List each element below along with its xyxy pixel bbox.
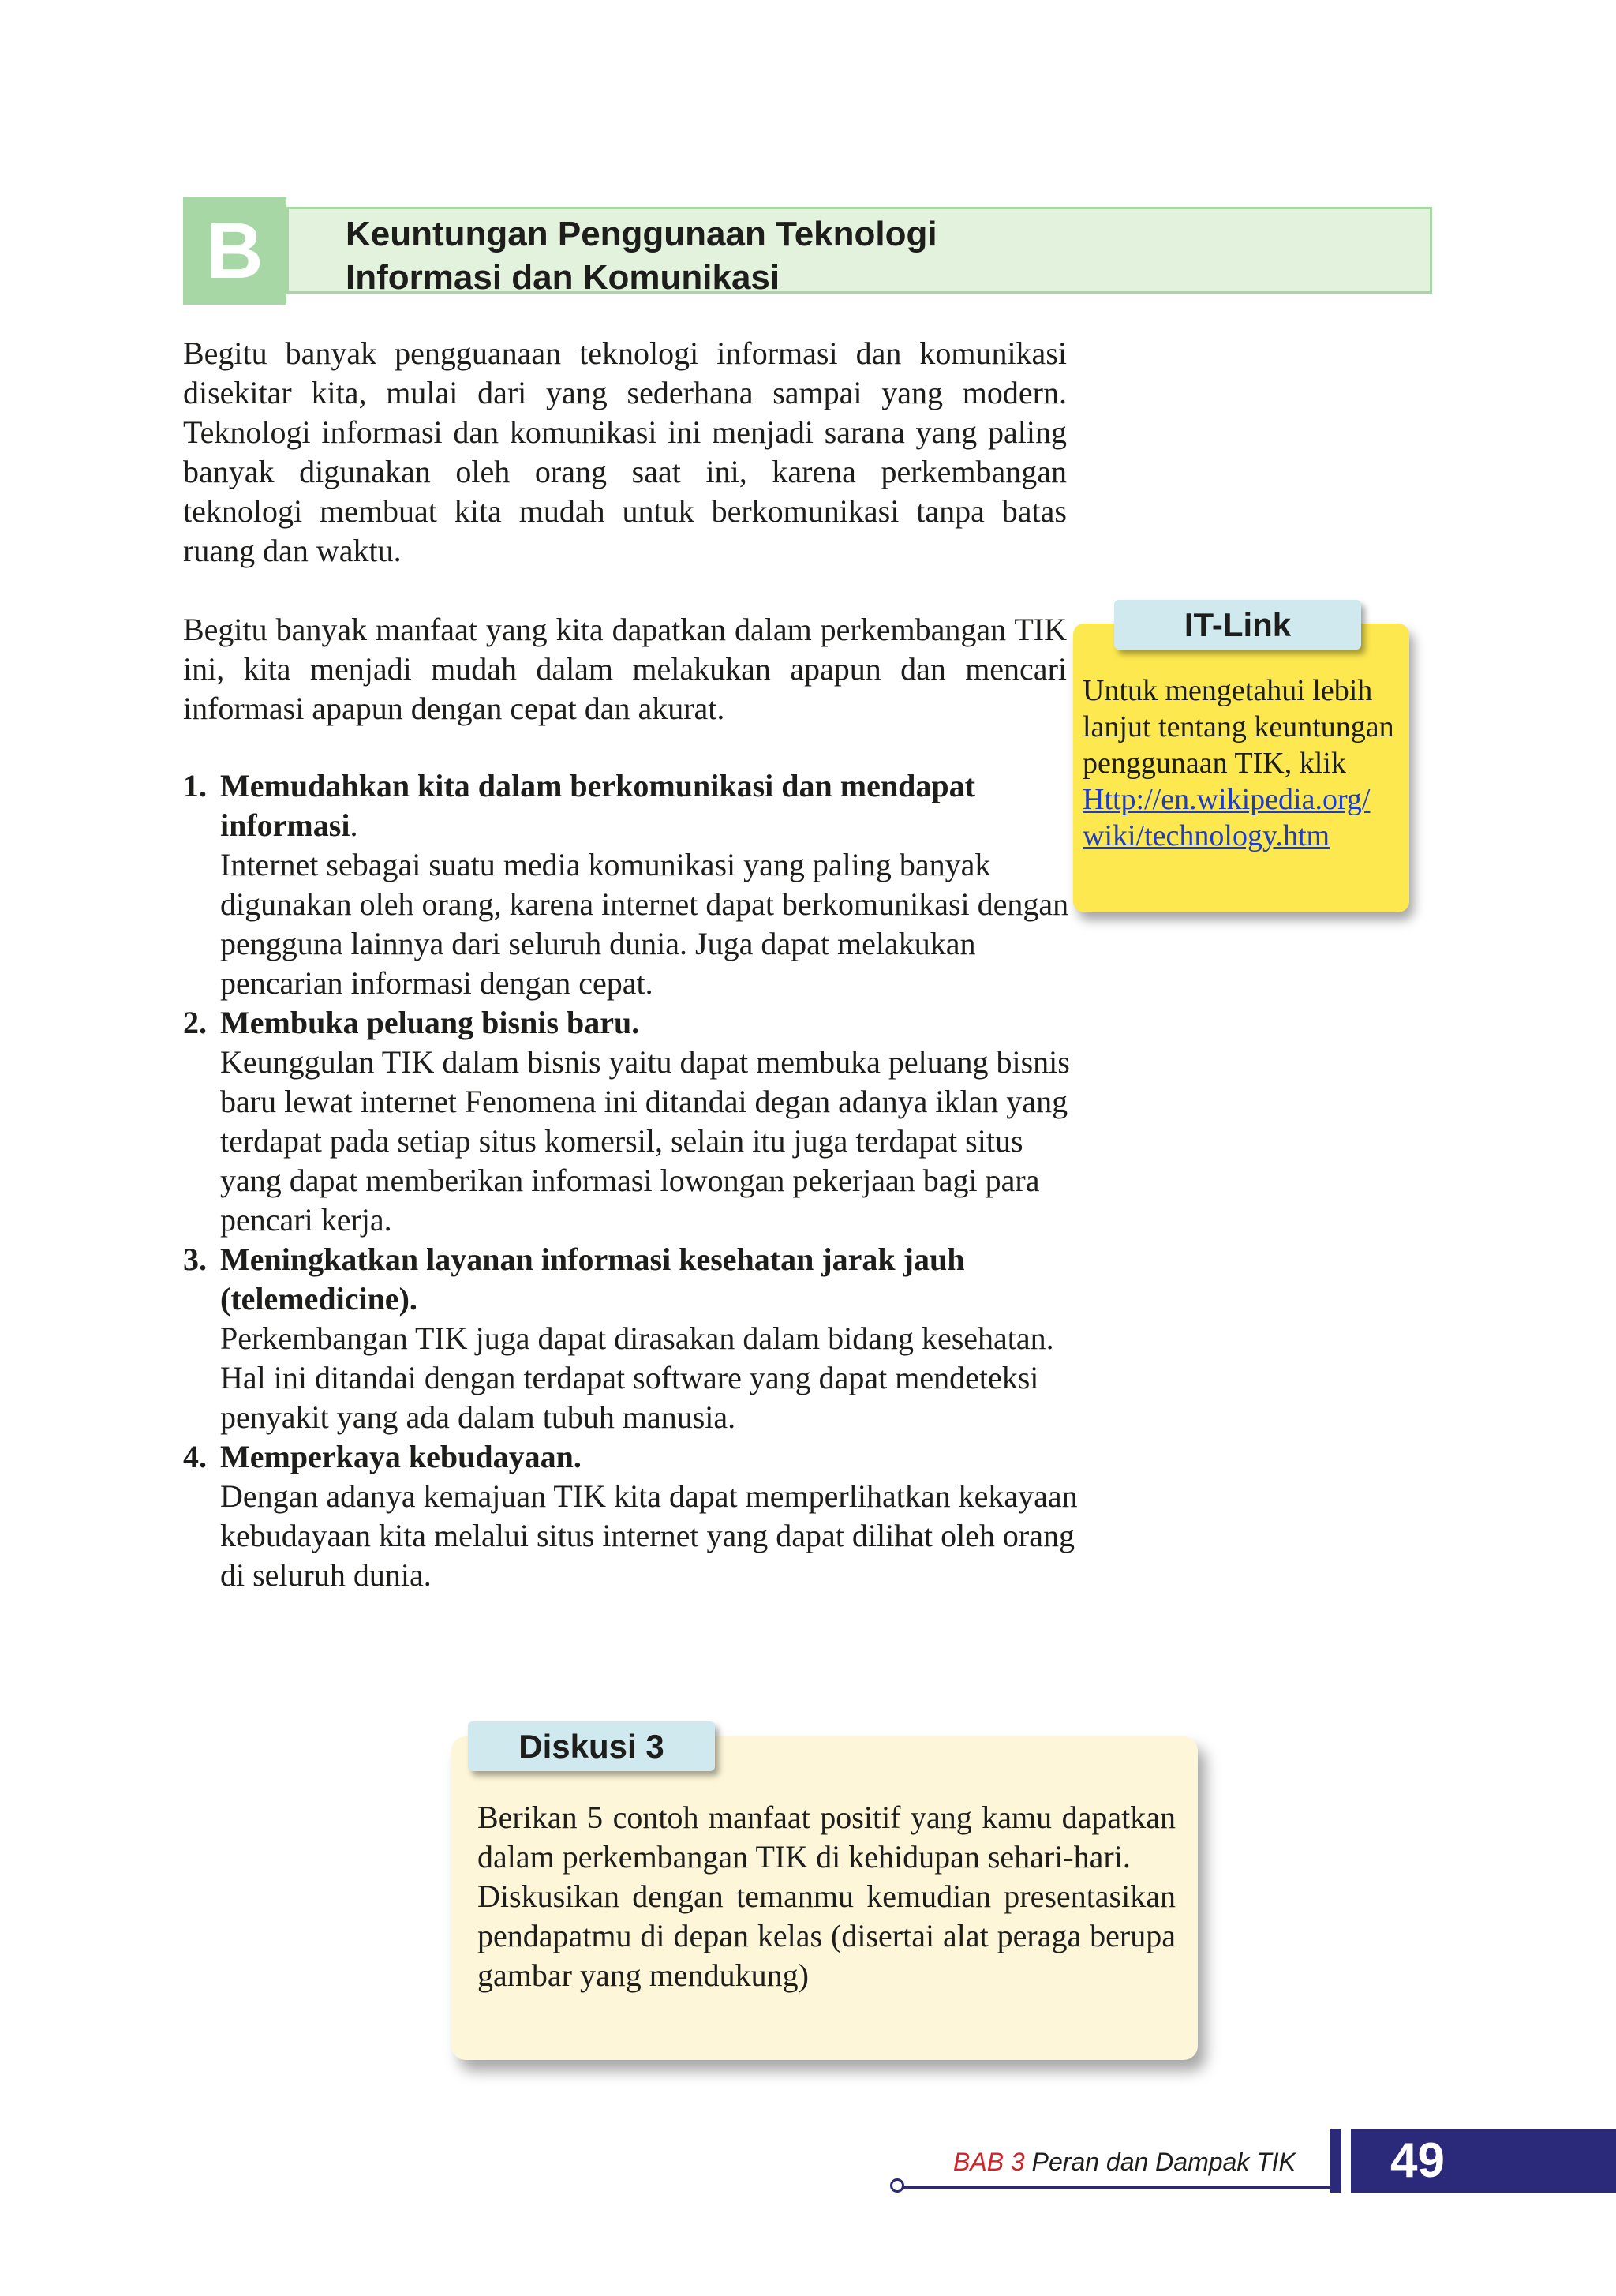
list-item <box>183 766 1083 1003</box>
list-item-number: 2. <box>183 1005 207 1040</box>
footer-divider <box>1330 2129 1341 2193</box>
it-link-label: IT-Link <box>1114 600 1361 650</box>
list-item-number: 1. <box>183 768 207 803</box>
list-item-title: Meningkatkan layanan informasi kesehatan jarak jauh (telemedicine). <box>220 1242 965 1317</box>
discussion-label: Diskusi 3 <box>468 1721 715 1771</box>
section-title-band <box>286 207 1432 297</box>
it-link-url-line-1[interactable]: Http://en.wikipedia.org/ <box>1083 783 1371 816</box>
footer-rule <box>900 2186 1332 2189</box>
intro-paragraph: Begitu banyak pengguanaan teknologi informasi dan komunikasi disekitar kita, mulai dari yang sederhana sampai yang modern. Teknologi informasi dan komunikasi ini menjadi sarana yang paling banyak digunakan oleh orang saat ini, karena perkembangan teknologi membuat kita mudah untuk berkomunikasi tanpa batas ruang dan waktu. <box>183 335 1067 568</box>
benefits-list <box>183 766 1083 1595</box>
section-title-line-1: Keuntungan Penggunaan Teknologi <box>346 215 937 253</box>
list-item-description: Keunggulan TIK dalam bisnis yaitu dapat membuka peluang bisnis baru lewat internet Fenomena ini ditandai degan adanya iklan yang terdapat pada setiap situs komersil, selain itu juga terdapat situs yang dapat memberikan informasi lowongan pekerjaan bagi para pencari kerja. <box>220 1044 1070 1238</box>
discussion-text <box>477 1798 1176 1995</box>
section-letter: B <box>183 197 286 305</box>
list-item <box>183 1437 1083 1595</box>
footer-dot-icon <box>890 2178 904 2193</box>
footer-chapter-title: Peran dan Dampak TIK <box>1031 2148 1296 2176</box>
page-number: 49 <box>1351 2129 1616 2193</box>
discussion-prompt: Berikan 5 contoh manfaat positif yang kamu dapatkan dalam perkembangan TIK di kehidupan sehari-hari. <box>477 1800 1176 1875</box>
list-item-description: Perkembangan TIK juga dapat dirasakan dalam bidang kesehatan. Hal ini ditandai dengan terdapat software yang dapat mendeteksi penyakit yang ada dalam tubuh manusia. <box>220 1320 1054 1435</box>
it-link-url-line-2[interactable]: wiki/technology.htm <box>1083 819 1330 852</box>
list-item-title: Memperkaya kebudayaan. <box>220 1439 582 1474</box>
section-title-line-2: Informasi dan Komunikasi <box>346 258 780 297</box>
list-item-number: 3. <box>183 1242 207 1277</box>
list-item <box>183 1240 1083 1437</box>
list-item-number: 4. <box>183 1439 207 1474</box>
list-item-description: Internet sebagai suatu media komunikasi yang paling banyak digunakan oleh orang, karena internet dapat berkomunikasi dengan pengguna lainnya dari seluruh dunia. Juga dapat melakukan pencarian informasi dengan cepat. <box>220 847 1069 1001</box>
list-item-title: Membuka peluang bisnis baru. <box>220 1005 640 1040</box>
it-link-description: Untuk mengetahui lebih lanjut tentang keuntungan penggunaan TIK, klik <box>1083 674 1394 780</box>
discussion-instruction: Diskusikan dengan temanmu kemudian presentasikan pendapatmu di depan kelas (disertai alat peraga berupa gambar yang mendukung) <box>477 1878 1176 1993</box>
footer-bab-label: BAB 3 <box>953 2148 1025 2176</box>
list-item <box>183 1003 1083 1240</box>
list-item-title: Memudahkan kita dalam berkomunikasi dan mendapat informasi <box>220 768 975 843</box>
list-item-description: Dengan adanya kemajuan TIK kita dapat memperlihatkan kekayaan kebudayaan kita melalui situs internet yang dapat dilihat oleh orang di seluruh dunia. <box>220 1478 1078 1593</box>
list-item-title-suffix: . <box>350 807 358 843</box>
benefit-paragraph: Begitu banyak manfaat yang kita dapatkan dalam perkembangan TIK ini, kita menjadi mudah dalam melakukan apapun dan mencari informasi apapun dengan cepat dan akurat. <box>183 612 1067 726</box>
it-link-text <box>1083 672 1406 854</box>
section-title <box>346 212 937 299</box>
footer-chapter <box>953 2145 1296 2178</box>
